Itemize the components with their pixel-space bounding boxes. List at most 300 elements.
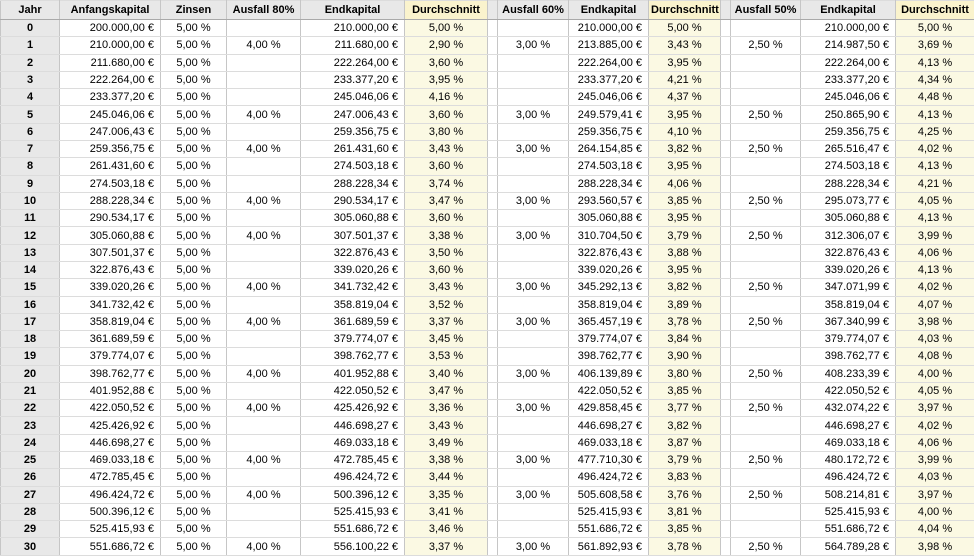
cell-gap-1[interactable] (488, 538, 498, 556)
cell-endkapital-80[interactable]: 322.876,43 € (301, 244, 405, 261)
cell-ausfall-80[interactable]: 4,00 % (227, 400, 301, 417)
cell-ausfall-80[interactable]: 4,00 % (227, 486, 301, 503)
cell-ausfall-60[interactable] (498, 503, 569, 520)
cell-ausfall-60[interactable] (498, 261, 569, 278)
cell-ausfall-50[interactable]: 2,50 % (731, 452, 801, 469)
cell-endkapital-80[interactable]: 305.060,88 € (301, 210, 405, 227)
cell-durchschnitt-50[interactable]: 4,13 % (896, 106, 974, 123)
cell-zinsen[interactable]: 5,00 % (161, 192, 227, 209)
cell-endkapital-60[interactable]: 477.710,30 € (569, 452, 649, 469)
cell-endkapital-50[interactable]: 305.060,88 € (801, 210, 896, 227)
cell-anfangskapital[interactable]: 259.356,75 € (60, 140, 161, 157)
cell-ausfall-80[interactable]: 4,00 % (227, 538, 301, 556)
cell-ausfall-50[interactable]: 2,50 % (731, 400, 801, 417)
cell-ausfall-60[interactable]: 3,00 % (498, 140, 569, 157)
cell-endkapital-80[interactable]: 500.396,12 € (301, 486, 405, 503)
cell-endkapital-60[interactable]: 345.292,13 € (569, 279, 649, 296)
cell-ausfall-60[interactable]: 3,00 % (498, 279, 569, 296)
cell-endkapital-60[interactable]: 469.033,18 € (569, 434, 649, 451)
cell-durchschnitt-60[interactable]: 5,00 % (649, 20, 721, 37)
cell-jahr[interactable]: 11 (1, 210, 60, 227)
cell-gap-1[interactable] (488, 365, 498, 382)
cell-durchschnitt-80[interactable]: 3,60 % (405, 106, 488, 123)
cell-gap-1[interactable] (488, 37, 498, 54)
cell-gap-2[interactable] (721, 261, 731, 278)
cell-ausfall-60[interactable] (498, 210, 569, 227)
cell-endkapital-50[interactable]: 358.819,04 € (801, 296, 896, 313)
cell-zinsen[interactable]: 5,00 % (161, 175, 227, 192)
cell-durchschnitt-50[interactable]: 3,99 % (896, 452, 974, 469)
cell-gap-2[interactable] (721, 331, 731, 348)
cell-endkapital-50[interactable]: 480.172,72 € (801, 452, 896, 469)
cell-endkapital-50[interactable]: 233.377,20 € (801, 71, 896, 88)
cell-jahr[interactable]: 15 (1, 279, 60, 296)
cell-durchschnitt-60[interactable]: 3,84 % (649, 331, 721, 348)
cell-gap-2[interactable] (721, 106, 731, 123)
cell-gap-1[interactable] (488, 210, 498, 227)
cell-gap-1[interactable] (488, 313, 498, 330)
cell-durchschnitt-50[interactable]: 4,21 % (896, 175, 974, 192)
cell-endkapital-80[interactable]: 261.431,60 € (301, 140, 405, 157)
cell-endkapital-50[interactable]: 274.503,18 € (801, 158, 896, 175)
cell-durchschnitt-50[interactable]: 4,08 % (896, 348, 974, 365)
cell-anfangskapital[interactable]: 425.426,92 € (60, 417, 161, 434)
cell-durchschnitt-80[interactable]: 3,44 % (405, 469, 488, 486)
cell-endkapital-60[interactable]: 310.704,50 € (569, 227, 649, 244)
cell-durchschnitt-80[interactable]: 3,43 % (405, 417, 488, 434)
cell-jahr[interactable]: 25 (1, 452, 60, 469)
cell-gap-1[interactable] (488, 192, 498, 209)
cell-zinsen[interactable]: 5,00 % (161, 140, 227, 157)
cell-gap-2[interactable] (721, 175, 731, 192)
cell-anfangskapital[interactable]: 305.060,88 € (60, 227, 161, 244)
cell-endkapital-60[interactable]: 379.774,07 € (569, 331, 649, 348)
cell-ausfall-60[interactable] (498, 175, 569, 192)
cell-ausfall-50[interactable] (731, 244, 801, 261)
cell-endkapital-80[interactable]: 245.046,06 € (301, 89, 405, 106)
cell-gap-1[interactable] (488, 71, 498, 88)
cell-endkapital-80[interactable]: 339.020,26 € (301, 261, 405, 278)
cell-ausfall-60[interactable]: 3,00 % (498, 365, 569, 382)
cell-ausfall-50[interactable] (731, 417, 801, 434)
cell-endkapital-60[interactable]: 274.503,18 € (569, 158, 649, 175)
cell-ausfall-80[interactable] (227, 54, 301, 71)
cell-gap-1[interactable] (488, 382, 498, 399)
cell-endkapital-50[interactable]: 210.000,00 € (801, 20, 896, 37)
cell-ausfall-80[interactable] (227, 89, 301, 106)
cell-jahr[interactable]: 10 (1, 192, 60, 209)
cell-endkapital-50[interactable]: 408.233,39 € (801, 365, 896, 382)
cell-anfangskapital[interactable]: 358.819,04 € (60, 313, 161, 330)
cell-anfangskapital[interactable]: 446.698,27 € (60, 434, 161, 451)
cell-durchschnitt-60[interactable]: 3,95 % (649, 106, 721, 123)
cell-ausfall-50[interactable]: 2,50 % (731, 192, 801, 209)
cell-durchschnitt-60[interactable]: 3,95 % (649, 158, 721, 175)
cell-endkapital-60[interactable]: 305.060,88 € (569, 210, 649, 227)
cell-anfangskapital[interactable]: 525.415,93 € (60, 521, 161, 538)
cell-anfangskapital[interactable]: 472.785,45 € (60, 469, 161, 486)
header-durchschnitt-80[interactable]: Durchschnitt (405, 1, 488, 20)
cell-endkapital-80[interactable]: 496.424,72 € (301, 469, 405, 486)
cell-durchschnitt-50[interactable]: 4,34 % (896, 71, 974, 88)
cell-ausfall-80[interactable]: 4,00 % (227, 227, 301, 244)
cell-durchschnitt-50[interactable]: 5,00 % (896, 20, 974, 37)
cell-jahr[interactable]: 17 (1, 313, 60, 330)
cell-anfangskapital[interactable]: 247.006,43 € (60, 123, 161, 140)
cell-durchschnitt-50[interactable]: 4,03 % (896, 331, 974, 348)
cell-anfangskapital[interactable]: 210.000,00 € (60, 37, 161, 54)
cell-endkapital-60[interactable]: 293.560,57 € (569, 192, 649, 209)
cell-durchschnitt-80[interactable]: 3,74 % (405, 175, 488, 192)
cell-jahr[interactable]: 18 (1, 331, 60, 348)
cell-ausfall-60[interactable] (498, 348, 569, 365)
cell-ausfall-80[interactable] (227, 244, 301, 261)
cell-gap-2[interactable] (721, 313, 731, 330)
cell-anfangskapital[interactable]: 233.377,20 € (60, 89, 161, 106)
cell-endkapital-50[interactable]: 339.020,26 € (801, 261, 896, 278)
cell-ausfall-50[interactable] (731, 71, 801, 88)
cell-jahr[interactable]: 19 (1, 348, 60, 365)
cell-zinsen[interactable]: 5,00 % (161, 106, 227, 123)
cell-ausfall-80[interactable] (227, 382, 301, 399)
cell-zinsen[interactable]: 5,00 % (161, 261, 227, 278)
cell-endkapital-80[interactable]: 551.686,72 € (301, 521, 405, 538)
cell-jahr[interactable]: 3 (1, 71, 60, 88)
cell-zinsen[interactable]: 5,00 % (161, 313, 227, 330)
cell-zinsen[interactable]: 5,00 % (161, 538, 227, 556)
cell-ausfall-80[interactable]: 4,00 % (227, 106, 301, 123)
cell-ausfall-60[interactable]: 3,00 % (498, 538, 569, 556)
header-durchschnitt-60[interactable]: Durchschnitt (649, 1, 721, 20)
cell-endkapital-60[interactable]: 429.858,45 € (569, 400, 649, 417)
cell-durchschnitt-80[interactable]: 3,46 % (405, 521, 488, 538)
cell-jahr[interactable]: 21 (1, 382, 60, 399)
cell-endkapital-50[interactable]: 367.340,99 € (801, 313, 896, 330)
cell-anfangskapital[interactable]: 290.534,17 € (60, 210, 161, 227)
cell-jahr[interactable]: 30 (1, 538, 60, 556)
cell-durchschnitt-50[interactable]: 4,02 % (896, 140, 974, 157)
cell-gap-2[interactable] (721, 192, 731, 209)
cell-endkapital-50[interactable]: 288.228,34 € (801, 175, 896, 192)
cell-durchschnitt-80[interactable]: 3,43 % (405, 140, 488, 157)
cell-endkapital-50[interactable]: 265.516,47 € (801, 140, 896, 157)
cell-ausfall-80[interactable]: 4,00 % (227, 313, 301, 330)
cell-zinsen[interactable]: 5,00 % (161, 348, 227, 365)
cell-durchschnitt-50[interactable]: 3,98 % (896, 313, 974, 330)
cell-endkapital-60[interactable]: 406.139,89 € (569, 365, 649, 382)
cell-endkapital-50[interactable]: 525.415,93 € (801, 503, 896, 520)
cell-endkapital-50[interactable]: 469.033,18 € (801, 434, 896, 451)
cell-gap-2[interactable] (721, 227, 731, 244)
cell-ausfall-50[interactable]: 2,50 % (731, 37, 801, 54)
cell-gap-1[interactable] (488, 503, 498, 520)
cell-anfangskapital[interactable]: 496.424,72 € (60, 486, 161, 503)
cell-ausfall-60[interactable]: 3,00 % (498, 452, 569, 469)
header-endkapital-50[interactable]: Endkapital (801, 1, 896, 20)
cell-ausfall-50[interactable] (731, 210, 801, 227)
cell-gap-2[interactable] (721, 486, 731, 503)
cell-ausfall-80[interactable] (227, 210, 301, 227)
cell-endkapital-80[interactable]: 288.228,34 € (301, 175, 405, 192)
cell-endkapital-50[interactable]: 432.074,22 € (801, 400, 896, 417)
header-durchschnitt-50[interactable]: Durchschnitt (896, 1, 974, 20)
cell-endkapital-60[interactable]: 398.762,77 € (569, 348, 649, 365)
cell-jahr[interactable]: 20 (1, 365, 60, 382)
cell-endkapital-80[interactable]: 398.762,77 € (301, 348, 405, 365)
header-endkapital-80[interactable]: Endkapital (301, 1, 405, 20)
cell-durchschnitt-80[interactable]: 3,50 % (405, 244, 488, 261)
cell-ausfall-50[interactable]: 2,50 % (731, 227, 801, 244)
cell-gap-2[interactable] (721, 538, 731, 556)
cell-durchschnitt-50[interactable]: 3,99 % (896, 227, 974, 244)
cell-gap-1[interactable] (488, 244, 498, 261)
cell-durchschnitt-80[interactable]: 3,35 % (405, 486, 488, 503)
cell-durchschnitt-60[interactable]: 3,76 % (649, 486, 721, 503)
cell-durchschnitt-80[interactable]: 3,40 % (405, 365, 488, 382)
cell-jahr[interactable]: 29 (1, 521, 60, 538)
cell-durchschnitt-60[interactable]: 4,06 % (649, 175, 721, 192)
cell-endkapital-50[interactable]: 551.686,72 € (801, 521, 896, 538)
cell-gap-1[interactable] (488, 469, 498, 486)
cell-endkapital-80[interactable]: 341.732,42 € (301, 279, 405, 296)
cell-gap-2[interactable] (721, 348, 731, 365)
cell-endkapital-50[interactable]: 245.046,06 € (801, 89, 896, 106)
cell-gap-2[interactable] (721, 365, 731, 382)
cell-zinsen[interactable]: 5,00 % (161, 296, 227, 313)
cell-durchschnitt-80[interactable]: 3,45 % (405, 331, 488, 348)
cell-endkapital-80[interactable]: 425.426,92 € (301, 400, 405, 417)
cell-gap-2[interactable] (721, 279, 731, 296)
cell-endkapital-50[interactable]: 322.876,43 € (801, 244, 896, 261)
cell-zinsen[interactable]: 5,00 % (161, 417, 227, 434)
cell-endkapital-80[interactable]: 358.819,04 € (301, 296, 405, 313)
cell-endkapital-80[interactable]: 525.415,93 € (301, 503, 405, 520)
cell-endkapital-80[interactable]: 259.356,75 € (301, 123, 405, 140)
cell-endkapital-60[interactable]: 322.876,43 € (569, 244, 649, 261)
cell-endkapital-80[interactable]: 379.774,07 € (301, 331, 405, 348)
cell-gap-2[interactable] (721, 89, 731, 106)
cell-ausfall-50[interactable]: 2,50 % (731, 538, 801, 556)
cell-ausfall-80[interactable] (227, 71, 301, 88)
cell-gap-1[interactable] (488, 106, 498, 123)
cell-ausfall-60[interactable] (498, 417, 569, 434)
header-ausfall-80[interactable]: Ausfall 80% (227, 1, 301, 20)
cell-ausfall-60[interactable] (498, 382, 569, 399)
cell-durchschnitt-50[interactable]: 4,13 % (896, 54, 974, 71)
cell-endkapital-60[interactable]: 288.228,34 € (569, 175, 649, 192)
header-jahr[interactable]: Jahr (1, 1, 60, 20)
cell-gap-2[interactable] (721, 503, 731, 520)
cell-ausfall-80[interactable] (227, 331, 301, 348)
cell-gap-1[interactable] (488, 296, 498, 313)
cell-endkapital-80[interactable]: 446.698,27 € (301, 417, 405, 434)
cell-durchschnitt-60[interactable]: 3,95 % (649, 210, 721, 227)
cell-endkapital-50[interactable]: 564.789,28 € (801, 538, 896, 556)
cell-durchschnitt-50[interactable]: 4,00 % (896, 503, 974, 520)
cell-ausfall-50[interactable]: 2,50 % (731, 106, 801, 123)
cell-gap-1[interactable] (488, 261, 498, 278)
cell-endkapital-60[interactable]: 422.050,52 € (569, 382, 649, 399)
cell-zinsen[interactable]: 5,00 % (161, 434, 227, 451)
cell-ausfall-60[interactable] (498, 89, 569, 106)
cell-gap-2[interactable] (721, 296, 731, 313)
cell-zinsen[interactable]: 5,00 % (161, 37, 227, 54)
cell-zinsen[interactable]: 5,00 % (161, 158, 227, 175)
cell-endkapital-60[interactable]: 496.424,72 € (569, 469, 649, 486)
cell-ausfall-60[interactable]: 3,00 % (498, 400, 569, 417)
cell-gap-1[interactable] (488, 400, 498, 417)
cell-durchschnitt-80[interactable]: 3,60 % (405, 261, 488, 278)
cell-ausfall-50[interactable]: 2,50 % (731, 365, 801, 382)
cell-ausfall-50[interactable]: 2,50 % (731, 313, 801, 330)
cell-durchschnitt-80[interactable]: 3,38 % (405, 227, 488, 244)
cell-ausfall-50[interactable]: 2,50 % (731, 279, 801, 296)
cell-jahr[interactable]: 16 (1, 296, 60, 313)
cell-zinsen[interactable]: 5,00 % (161, 279, 227, 296)
cell-ausfall-80[interactable]: 4,00 % (227, 279, 301, 296)
cell-durchschnitt-60[interactable]: 3,88 % (649, 244, 721, 261)
cell-endkapital-60[interactable]: 339.020,26 € (569, 261, 649, 278)
cell-anfangskapital[interactable]: 211.680,00 € (60, 54, 161, 71)
cell-gap-2[interactable] (721, 382, 731, 399)
cell-durchschnitt-60[interactable]: 3,85 % (649, 382, 721, 399)
cell-ausfall-60[interactable] (498, 54, 569, 71)
cell-durchschnitt-80[interactable]: 3,95 % (405, 71, 488, 88)
cell-durchschnitt-80[interactable]: 3,37 % (405, 313, 488, 330)
header-gap-1[interactable] (488, 1, 498, 20)
cell-ausfall-50[interactable] (731, 175, 801, 192)
cell-zinsen[interactable]: 5,00 % (161, 210, 227, 227)
cell-durchschnitt-50[interactable]: 4,25 % (896, 123, 974, 140)
cell-durchschnitt-60[interactable]: 4,21 % (649, 71, 721, 88)
cell-ausfall-50[interactable] (731, 261, 801, 278)
cell-durchschnitt-60[interactable]: 3,95 % (649, 54, 721, 71)
cell-endkapital-80[interactable]: 472.785,45 € (301, 452, 405, 469)
cell-gap-1[interactable] (488, 434, 498, 451)
cell-durchschnitt-80[interactable]: 3,38 % (405, 452, 488, 469)
cell-ausfall-80[interactable] (227, 521, 301, 538)
cell-durchschnitt-60[interactable]: 3,95 % (649, 261, 721, 278)
cell-durchschnitt-60[interactable]: 3,43 % (649, 37, 721, 54)
header-ausfall-60[interactable]: Ausfall 60% (498, 1, 569, 20)
cell-ausfall-60[interactable] (498, 331, 569, 348)
cell-zinsen[interactable]: 5,00 % (161, 20, 227, 37)
cell-ausfall-50[interactable] (731, 20, 801, 37)
cell-ausfall-80[interactable] (227, 417, 301, 434)
cell-endkapital-60[interactable]: 210.000,00 € (569, 20, 649, 37)
cell-ausfall-80[interactable] (227, 123, 301, 140)
header-anfangskapital[interactable]: Anfangskapital (60, 1, 161, 20)
cell-durchschnitt-80[interactable]: 4,16 % (405, 89, 488, 106)
cell-ausfall-60[interactable] (498, 123, 569, 140)
cell-anfangskapital[interactable]: 341.732,42 € (60, 296, 161, 313)
cell-ausfall-80[interactable]: 4,00 % (227, 140, 301, 157)
cell-endkapital-80[interactable]: 469.033,18 € (301, 434, 405, 451)
cell-zinsen[interactable]: 5,00 % (161, 521, 227, 538)
cell-anfangskapital[interactable]: 200.000,00 € (60, 20, 161, 37)
cell-ausfall-50[interactable] (731, 158, 801, 175)
cell-jahr[interactable]: 1 (1, 37, 60, 54)
cell-ausfall-60[interactable] (498, 434, 569, 451)
cell-endkapital-50[interactable]: 508.214,81 € (801, 486, 896, 503)
cell-zinsen[interactable]: 5,00 % (161, 365, 227, 382)
cell-ausfall-50[interactable] (731, 331, 801, 348)
cell-ausfall-60[interactable] (498, 296, 569, 313)
cell-anfangskapital[interactable]: 422.050,52 € (60, 400, 161, 417)
cell-endkapital-80[interactable]: 361.689,59 € (301, 313, 405, 330)
cell-ausfall-80[interactable] (227, 175, 301, 192)
cell-durchschnitt-50[interactable]: 4,13 % (896, 210, 974, 227)
cell-jahr[interactable]: 14 (1, 261, 60, 278)
cell-endkapital-80[interactable]: 401.952,88 € (301, 365, 405, 382)
cell-anfangskapital[interactable]: 307.501,37 € (60, 244, 161, 261)
cell-ausfall-50[interactable] (731, 348, 801, 365)
cell-endkapital-60[interactable]: 264.154,85 € (569, 140, 649, 157)
cell-durchschnitt-80[interactable]: 3,52 % (405, 296, 488, 313)
cell-gap-1[interactable] (488, 452, 498, 469)
cell-endkapital-60[interactable]: 245.046,06 € (569, 89, 649, 106)
cell-ausfall-60[interactable]: 3,00 % (498, 192, 569, 209)
cell-gap-2[interactable] (721, 452, 731, 469)
cell-durchschnitt-60[interactable]: 3,87 % (649, 434, 721, 451)
cell-ausfall-50[interactable] (731, 296, 801, 313)
cell-durchschnitt-60[interactable]: 3,83 % (649, 469, 721, 486)
cell-endkapital-50[interactable]: 250.865,90 € (801, 106, 896, 123)
cell-durchschnitt-80[interactable]: 3,49 % (405, 434, 488, 451)
cell-zinsen[interactable]: 5,00 % (161, 452, 227, 469)
cell-gap-1[interactable] (488, 140, 498, 157)
cell-zinsen[interactable]: 5,00 % (161, 469, 227, 486)
cell-ausfall-50[interactable] (731, 54, 801, 71)
cell-jahr[interactable]: 8 (1, 158, 60, 175)
cell-ausfall-80[interactable] (227, 261, 301, 278)
cell-ausfall-80[interactable] (227, 348, 301, 365)
cell-ausfall-50[interactable] (731, 521, 801, 538)
cell-gap-1[interactable] (488, 417, 498, 434)
cell-durchschnitt-80[interactable]: 3,43 % (405, 279, 488, 296)
cell-durchschnitt-80[interactable]: 3,60 % (405, 158, 488, 175)
cell-durchschnitt-80[interactable]: 2,90 % (405, 37, 488, 54)
cell-durchschnitt-50[interactable]: 4,05 % (896, 192, 974, 209)
cell-endkapital-80[interactable]: 556.100,22 € (301, 538, 405, 556)
cell-durchschnitt-80[interactable]: 5,00 % (405, 20, 488, 37)
cell-zinsen[interactable]: 5,00 % (161, 503, 227, 520)
cell-endkapital-80[interactable]: 233.377,20 € (301, 71, 405, 88)
cell-ausfall-50[interactable]: 2,50 % (731, 486, 801, 503)
cell-zinsen[interactable]: 5,00 % (161, 54, 227, 71)
cell-ausfall-50[interactable] (731, 434, 801, 451)
cell-durchschnitt-60[interactable]: 3,77 % (649, 400, 721, 417)
cell-durchschnitt-60[interactable]: 3,78 % (649, 538, 721, 556)
cell-zinsen[interactable]: 5,00 % (161, 227, 227, 244)
cell-gap-2[interactable] (721, 123, 731, 140)
cell-jahr[interactable]: 24 (1, 434, 60, 451)
cell-ausfall-60[interactable] (498, 469, 569, 486)
cell-ausfall-80[interactable] (227, 158, 301, 175)
cell-ausfall-80[interactable] (227, 296, 301, 313)
cell-durchschnitt-60[interactable]: 3,85 % (649, 192, 721, 209)
header-endkapital-60[interactable]: Endkapital (569, 1, 649, 20)
cell-durchschnitt-60[interactable]: 3,85 % (649, 521, 721, 538)
cell-gap-1[interactable] (488, 486, 498, 503)
cell-endkapital-50[interactable]: 496.424,72 € (801, 469, 896, 486)
cell-endkapital-60[interactable]: 259.356,75 € (569, 123, 649, 140)
cell-zinsen[interactable]: 5,00 % (161, 382, 227, 399)
cell-ausfall-60[interactable] (498, 244, 569, 261)
cell-jahr[interactable]: 22 (1, 400, 60, 417)
cell-endkapital-80[interactable]: 211.680,00 € (301, 37, 405, 54)
cell-gap-1[interactable] (488, 521, 498, 538)
